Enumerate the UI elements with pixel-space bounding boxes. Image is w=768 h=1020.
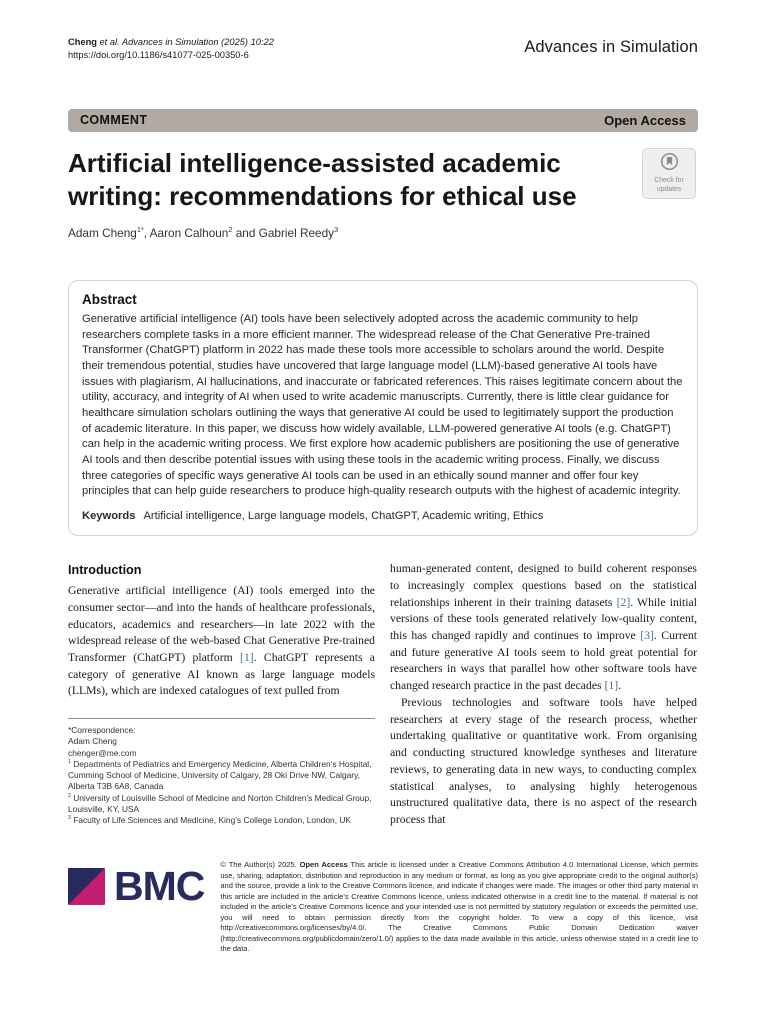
abstract-heading: Abstract [82, 291, 137, 307]
keywords-line [82, 510, 683, 522]
keywords-text: Artificial intelligence, Large language models, ChatGPT, Academic writing, Ethics [143, 510, 544, 523]
citation-link[interactable]: [1] [240, 650, 254, 664]
abstract-box [68, 280, 698, 536]
footnotes-block [68, 718, 375, 826]
publisher-footer [68, 860, 698, 955]
article-title-line1: Artificial intelligence-assisted academic [68, 147, 561, 178]
footnote-line: $^3$ Faculty of Life Sciences and Medicine, King’s College London, London, UK [68, 815, 352, 826]
citation-link[interactable]: [1] [604, 679, 619, 693]
article-type-banner [68, 109, 698, 132]
body-paragraph: human-generated content, designed to build coherent responses to increasingly complex questions based on the statistical relationships inherent in their training datasets [2]. While initial versions of these tools generated relatively low-quality content, this has changed rapidly and continues to improve [3]. Current and future generative AI tools seem to hold great potential for researchers in ways that parallel how other software tools have changed research practice in the past decades [1]. [390, 562, 698, 693]
body-paragraph: Generative artificial intelligence (AI) tools emerged into the consumer sector—and into the hands of healthcare professionals, educators, academics and researchers—in late 2022 with the widespread release of the web-based Chat Generative Pre-trained Transformer (ChatGPT) platform [1]. ChatGPT represents a category of generative AI known as large language models (LLMs), which are indexed catalogues of text pulled from [68, 584, 375, 698]
footnote-line: $^1$ Departments of Pediatrics and Emergency Medicine, Alberta Children’s Hospital, Cumming School of Medicine, University of Calgary, 28 Oki Drive NW, Calgary, Alberta T3B 6A8, Canada [68, 758, 372, 792]
right-column [390, 561, 697, 829]
article-body [68, 561, 698, 829]
citation-link[interactable]: [2] [616, 595, 631, 609]
citation-link[interactable]: [3] [640, 628, 654, 642]
article-title-line2: writing: recommendations for ethical use [68, 180, 577, 211]
bmc-logo-icon [68, 868, 105, 905]
page-header [68, 36, 698, 63]
check-for-updates-label: Check for updates [654, 177, 684, 193]
abstract-text: Generative artificial intelligence (AI) tools have been selectively adopted across the academic community to help researchers complete tasks in a more efficient manner. The widespread release of the Chat Generative Pre-trained Transformer (ChatGPT) platform in 2022 has made these tools more accessible to scholars around the world. Despite their tremendous potential, studies have uncovered that large language model (LLM)-based generative AI tools have issues with plagiarism, AI hallucinations, and inaccurate or fabricated references. This raises legitimate concern about the utility, accuracy, and integrity of AI when used to write academic manuscripts. Currently, there is little clear guidance for healthcare simulation scholars outlining the ways that generative AI could be used to legitimately support the production of academic literature. In this paper, we discuss how widely available, LLM-powered generative AI tools (e.g. ChatGPT) can help in the academic writing process. We first explore how academic publishers are positioning the use of generative AI tools and then describe potential issues with using these tools in the academic writing process. Finally, we discuss three categories of specific ways generative AI tools can be used in an ethically sound manner and offer four key principles that can help guide researchers to produce high-quality research outputs with the highest of academic integrity. [82, 312, 683, 498]
keywords-label: Keywords [82, 510, 136, 523]
check-for-updates-badge[interactable] [642, 148, 696, 199]
bmc-logo-text: BMC [114, 863, 205, 909]
doi-text: https://doi.org/10.1186/s41077-025-00350-6 [68, 50, 249, 61]
open-access-label: Open Access [604, 112, 686, 128]
license-text: © The Author(s) 2025. Open Access This article is licensed under a Creative Commons Attribution 4.0 International License, which permits use, sharing, adaptation, distribution and reproduction in any medium or format, as long as you give appropriate credit to the original author(s) and the source, provide a link to the Creative Commons licence, and indicate if changes were made. The images or other third party material in this article are included in the article’s Creative Commons licence, unless indicated otherwise in a credit line to the material. If material is not included in the article’s Creative Commons licence and your intended use is not permitted by statutory regulation or exceeds the permitted use, you will need to obtain permission directly from the copyright holder. To view a copy of this licence, visit http://creativecommons.org/licenses/by/4.0/. The Creative Commons Public Domain Dedication waiver (http://creativecommons.org/publicdomain/zero/1.0/) applies to the data made available in this article, unless otherwise stated in a credit line to the data. [220, 860, 698, 953]
left-column [68, 561, 375, 829]
introduction-heading: Introduction [68, 563, 142, 578]
body-paragraph: Previous technologies and software tools have helped researchers at every stage of the research process, whether undertaking qualitative or quantitative work. From organising and conducting structured knowledge syntheses and literature reviews, to generating data in new ways, to conducting complex statistical analyses, to analysing highly heterogenous unstructured qualitative data, there is no aspect of the research process that [390, 695, 697, 827]
crossmark-icon [660, 158, 679, 175]
footnote-line: Adam Cheng [68, 736, 117, 747]
citation-line: Cheng et al. Advances in Simulation (2025) 10:22 [68, 37, 274, 47]
article-title [68, 147, 628, 213]
footnote-line: chenger@me.com [68, 747, 137, 758]
article-type-label: COMMENT [80, 113, 148, 128]
footnote-line: *Correspondence: [68, 725, 136, 736]
bmc-logo [68, 863, 205, 909]
citation-block [68, 36, 274, 63]
authors-line: Adam Cheng$^{1*}$, Aaron Calhoun$^2$ and Gabriel Reedy$^3$ [68, 225, 339, 240]
footnote-line: $^2$ University of Louisville School of Medicine and Norton Children’s Medical Group, Louisville, KY, USA [68, 792, 372, 814]
journal-name: Advances in Simulation [524, 38, 698, 56]
